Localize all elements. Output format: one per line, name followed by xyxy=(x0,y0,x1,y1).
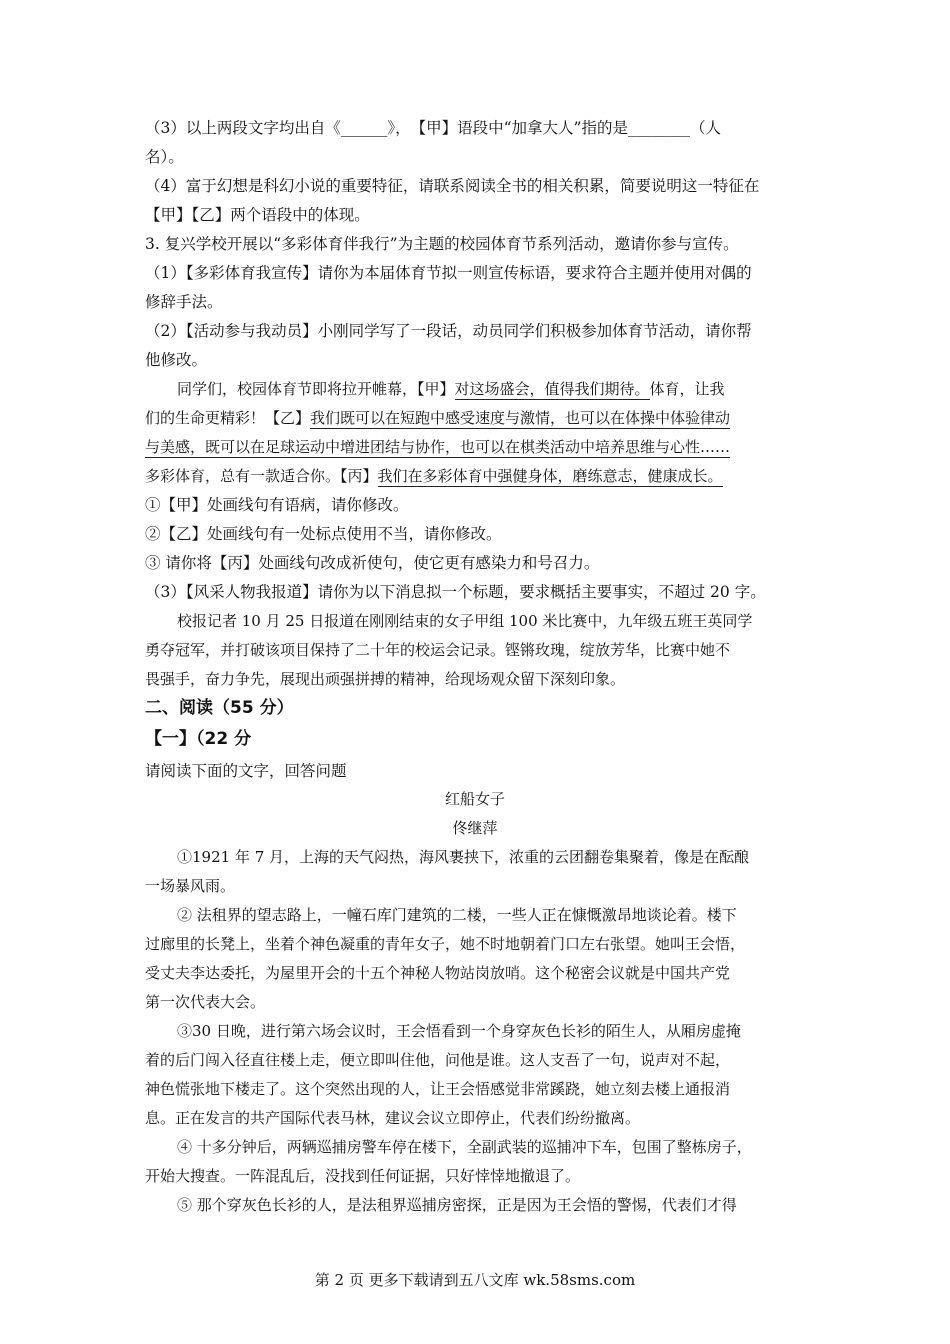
sub-question-3: ③ 请你将【丙】处画线句改成祈使句，使它更有感染力和号召力。 xyxy=(145,554,600,572)
article-line: 息。正在发言的共产国际代表马林，建议会议立即停止，代表们纷纷撤离。 xyxy=(145,1109,641,1127)
passage-text: 同学们，校园体育节即将拉开帷幕，【甲】 xyxy=(177,380,455,398)
article-line: 受丈夫李达委托，为屋里开会的十五个神秘人物站岗放哨。这个秘密会议就是中国共产党 xyxy=(145,964,731,982)
question-3-line-2: 名）。 xyxy=(145,148,184,166)
question-3-line-1: （3）以上两段文字均出自《______》， 【甲】语段中“加拿大人”指的是________（人 xyxy=(145,119,721,137)
task-3-part-2-line-1: （2）【活动参与我动员】小刚同学写了一段话，动员同学们积极参加体育节活动，请你帮 xyxy=(145,322,752,340)
passage-text: 多彩体育，总有一款适合你。【丙】 xyxy=(145,467,378,485)
task-3-part-1-line-1: （1）【多彩体育我宣传】请你为本届体育节拟一则宣传标语，要求符合主题并使用对偶的 xyxy=(145,264,752,282)
passage-text: 们的生命更精彩！【乙】 xyxy=(145,409,311,427)
news-line-2: 勇夺冠军，并打破该项目保持了二十年的校运会记录。铿锵玫瑰，绽放芳华，比赛中她不 xyxy=(145,641,731,659)
article-line: 过廊里的长凳上，坐着个神色凝重的青年女子，她不时地朝着门口左右张望。她叫王会悟， xyxy=(145,935,746,953)
task-3-part-3: （3）【风采人物我报道】请你为以下消息拟一个标题，要求概括主要事实，不超过 20 字。 xyxy=(145,583,766,601)
passage-line-2 xyxy=(145,407,805,429)
subsection-heading: 【一】（22 分 xyxy=(145,729,252,749)
article-line: ④ 十多分钟后，两辆巡捕房警车停在楼下，全副武装的巡捕冲下车，包围了整栋房子， xyxy=(177,1138,752,1156)
article-line: ② 法租界的望志路上，一幢石库门建筑的二楼，一些人正在慷慨激昂地谈论着。楼下 xyxy=(177,906,737,924)
passage-text: 体育，让我 xyxy=(649,380,725,398)
article-line: 第一次代表大会。 xyxy=(145,993,266,1011)
underlined-sentence-yi: 我们既可以在短跑中感受速度与激情，也可以在体操中体验律动 xyxy=(310,409,731,427)
article-line: 神色慌张地下楼走了。这个突然出现的人，让王会悟感觉非常蹊跷，她立刻去楼上通报消 xyxy=(145,1080,731,1098)
article-author: 佟继萍 xyxy=(452,819,498,837)
task-3-part-2-line-2: 他修改。 xyxy=(145,351,208,369)
article-line: ③30 日晚，进行第六场会议时，王会悟看到一个身穿灰色长衫的陌生人，从厢房虚掩 xyxy=(177,1022,741,1040)
task-3-intro: 3. 复兴学校开展以“多彩体育伴我行”为主题的校园体育节系列活动，邀请你参与宣传。 xyxy=(145,235,739,253)
article-line: 着的后门闯入径直往楼上走，便立即叫住他，问他是谁。这人支吾了一句，说声对不起， xyxy=(145,1051,731,1069)
underlined-sentence-yi-cont: 与美感，既可以在足球运动中增进团结与协作，也可以在棋类活动中培养思维与心性…… xyxy=(145,438,731,456)
underlined-sentence-jia: 对这场盛会，值得我们期待。 xyxy=(454,380,650,398)
sub-question-2: ②【乙】处画线句有一处标点使用不当，请你修改。 xyxy=(145,525,502,543)
passage-line-1 xyxy=(177,378,837,400)
passage-line-3 xyxy=(145,436,805,458)
article-line: ⑤ 那个穿灰色长衫的人，是法租界巡捕房密探，正是因为王会悟的警惕，代表们才得 xyxy=(177,1196,737,1214)
passage-line-4 xyxy=(145,465,805,487)
sub-question-1: ①【甲】处画线句有语病，请你修改。 xyxy=(145,496,409,514)
underlined-sentence-bing: 我们在多彩体育中强健身体，磨练意志，健康成长。 xyxy=(377,467,723,485)
article-line: 一场暴风雨。 xyxy=(145,877,236,895)
question-4-line-2: 【甲】【乙】两个语段中的体现。 xyxy=(145,206,370,224)
section-heading: 二、阅读（55 分） xyxy=(145,698,294,718)
news-line-1: 校报记者 10 月 25 日报道在刚刚结束的女子甲组 100 米比赛中，九年级五班王英同学 xyxy=(177,612,753,630)
article-title: 红船女子 xyxy=(444,790,505,808)
news-line-3: 畏强手，奋力争先，展现出顽强拼搏的精神，给现场观众留下深刻印象。 xyxy=(145,670,626,688)
article-line: ①1921 年 7 月，上海的天气闷热，海风裹挟下，浓重的云团翻卷集聚着，像是在酝酿 xyxy=(177,848,750,866)
reading-instruction: 请阅读下面的文字，回答问题 xyxy=(145,762,347,780)
page-footer: 第 2 页 更多下载请到五八文库 wk.58sms.com xyxy=(314,1271,636,1289)
question-4-line-1: （4）富于幻想是科幻小说的重要特征，请联系阅读全书的相关积累，简要说明这一特征在 xyxy=(145,177,760,195)
task-3-part-1-line-2: 修辞手法。 xyxy=(145,293,223,311)
article-line: 开始大搜查。一阵混乱后，没找到任何证据，只好悻悻地撤退了。 xyxy=(145,1167,581,1185)
